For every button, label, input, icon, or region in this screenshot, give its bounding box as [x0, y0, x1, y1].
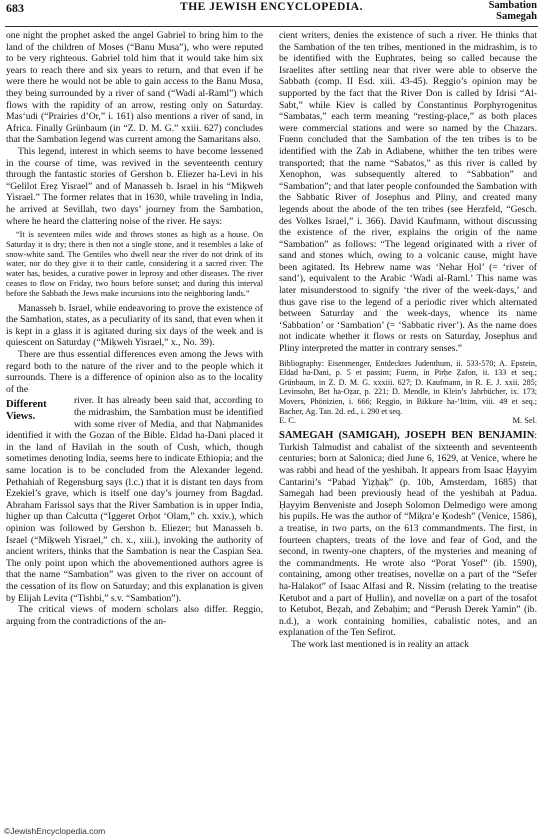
- entry-heading: SAMEGAH (SAMIGAH), JOSEPH BEN BENJAMIN: [279, 430, 535, 442]
- running-title: THE JEWISH ENCYCLOPEDIA.: [180, 1, 363, 13]
- left-paragraph-3: Manasseh b. Israel, while endeavoring to prove the existence of the Sambation, states, as a peculiarity of its sand, that even when it is kept in a glass it is agitated during six days of the week and is quiescent on Saturday (“Miḳweh Yisrael,” x., No. 39).: [6, 302, 263, 349]
- left-paragraph-6: The critical views of modern scholars also differ. Reggio, arguing from the contradictions of the an-: [6, 604, 263, 627]
- right-paragraph-last: The work last mentioned is in reality an attack: [291, 638, 469, 650]
- right-column: [279, 30, 537, 830]
- left-column: [6, 30, 263, 830]
- side-heading: Different Views.: [6, 399, 47, 423]
- signature-line: [279, 416, 537, 426]
- left-paragraph-4: There are thus essential differences even among the Jews with regard both to the nature of the river and to the people which it surrounds. There is a difference of opinion also as to the locality of the: [6, 349, 263, 395]
- signature-initials-left: E. C.: [279, 416, 296, 426]
- right-paragraph-1: cient writers, denies the existence of such a river. He thinks that the Sambation of the ten tribes, mentioned in the midrashim, is to be identified with the Euphrates, being so called because the Israelites after settling near that river were able to observe the Sabbath (comp. II Esd. xiii. 43-45). Reggio’s opinion may be supported by the fact that the River Don is called by Idrisi “Al-Sabt,” while Kiev is called by Constantinus Porphyrogenitus “Sambatas,” each term meaning “resting-place,” as both places were commercial stations and were so named by the Chazars. Fuenn concluded that the Sambation of the ten tribes is to be identified with the Zab in Adiabene, whither the ten tribes were transported; that the name “Sabatos,” as this river is called by Xenophon, was subsequently altered to “Sabbation” and “Sambation”; and that later people confounded the Sambation with the Sabbatic River of Josephus and Pliny, and created many legends about the abode of the ten tribes (see Herzfeld, “Gesch. des Volkes Israel,” i. 366). David Kaufmann, without discussing the existence of the river, explains the origin of the name “Sambation” as follows: “The legend originated with a river of sand and stones which, owing to a volcanic cause, might have been agitated. Its Hebrew name was ‘Nehar Ḥol’ (= ‘river of sand’), equivalent to the Arabic ‘Wadi al-Raml.’ This name was later misunderstood to signify ‘the river of the week-days,’ and thus gave rise to the legend of a periodic river which alternated between Saturday and the week-days, whence its name ‘Sabbation’ or ‘Sambation’ (= ‘Sabbatic river’). As the name does not indicate whether it flows or rests on Saturday, Josephus and Pliny interpreted the matter in contrary senses.”: [279, 30, 537, 355]
- left-paragraph-1: one night the prophet asked the angel Gabriel to bring him to the land of the children of Moses (“Banu Musa”), who were reputed to be very righteous. Gabriel told him that it would take him six years to reach there and six years to return, and that even if he were there he would not be able to gain access to the Banu Musa, they being surrounded by a river of sand (“Wadi al-Raml”) which flows with the rapidity of an arrow, resting only on Saturday. Mas‘udi (“Prairies d’Or,” i. 161) also mentions a river of sand, in Africa. Finally Grünbaum (in “Z. D. M. G.” xxiii. 627) concludes that the Sambation legend was current among the Samaritans also.: [6, 30, 263, 146]
- header-rule: [5, 26, 538, 27]
- left-paragraph-5: river. It has already been said that, according to the midrashim, the Sambation must be identified with some river of Media, and that Naḥmanides identified it with the Gozan of the Bible. Eldad ha-Dani placed it in the land of Havilah in the south of Cush, which, though sometimes denoting India, seems here to indicate Ethiopia; and the same location is to be concluded from the Alexander legend. Pethahiah of Regensburg says (l.c.) that it is distant ten days from Ezekiel’s grave, which is itself one day’s journey from Bagdad. Abraham Farissol says that the River Sambation is in upper India, higher up than Calcutta (“Iggeret Orḥot ‘Olam,” ch. xxiv.), which opinion was followed by Gershon b. Eliezer; but Manasseh b. Israel (“Miḳweh Yisrael,” ch. x., xiii.), invoking the authority of ancient writers, thinks that the Sambation is near the Caspian Sea. The only point upon which the abovementioned authors agree is that the name “Sambation” was given to the river on account of the cessation of its flow on Saturday; and this explanation is given by Elijah Levita (“Tishbi,” s.v. “Sambation”).: [6, 395, 263, 604]
- entry-samegah: [279, 430, 537, 639]
- page-number: 683: [6, 1, 24, 15]
- entry-text: : Turkish Talmudist and cabalist of the sixteenth and seventeenth centuries; born at Salonica; died June 6, 1629, at Venice, where he was rabbi and head of the yeshibah. It appears from Isaac Ḥayyim Cantarini’s “Paḥad Yiẓḥaḳ” (p. 10b, Amsterdam, 1685) that Samegah had been previously head of the yeshibah at Padua. Ḥayyim Benveniste and Joseph Solomon Delmedigo were among his pupils. He was the author of “Miḳra’e Ḳodesh” (Venice, 1586), a treatise, in two parts, on the 613 commandments. The first, in fourteen chapters, treats of the love and fear of God, and the second, in twenty-one chapters, of the mysteries and meaning of the commandments. He wrote also “Porat Yosef” (ib. 1590), containing, among other treatises, novellæ on a part of the “Sefer ha-Halakot” of Isaac Alfasi and R. Nissim (relating to the treatise Ketubot and a part of Ḥullin), and novellæ on a part of the tosafot to Ketubot, Beẓah, and Zebaḥim; and “Perush Derek Yamin” (ib. n.d.), a work containing homilies, cabalistic notes, and an explanation of the Ten Sefirot.: [279, 430, 537, 639]
- left-paragraph-2: This legend, interest in which seems to have become lessened in the course of time, was revived in the seventeenth century through the fantastic stories of Gershon b. Eliezer ha-Levi in his “Gelilot Ereẓ Yisrael” and of Manasseh b. Israel in his “Miḳweh Yisrael.” The former relates that in 1630, while traveling in India, he arrived at Sevillah, two days’ journey from the Sambation, where he heard the clattering noise of the river. He says:: [6, 145, 263, 227]
- guide-words: [489, 0, 537, 22]
- watermark: ©JewishEncyclopedia.com: [4, 826, 106, 836]
- block-quote: “It is seventeen miles wide and throws stones as high as a house. On Saturday it is dry; there is then not a single stone, and it resembles a lake of snow-white sand. The Gentiles who dwell near the river do not drink of its water, nor do they give it to their cattle, considering it a sacred river. The water has, besides, a curative power in leprosy and other diseases. The river ceases to flow on Friday, two hours before sunset; and during this interval before the Sabbath the Jews make incursions into the neighboring lands.”: [6, 230, 263, 298]
- guide-word-last: Samegah: [496, 11, 537, 22]
- guide-word-first: Sambation: [488, 0, 537, 11]
- signature-author: M. Sel.: [512, 416, 537, 426]
- bibliography: Bibliography: Eisenmenger, Entdecktes Judenthum, ii. 533-570; A. Epstein, Eldad ha-Dani, p. 5 et passim; Fuenn, in Pirḥe Ẓafon, ii. 133 et seq.; Grünbaum, in Z. D. M. G. xxxiii. 627; D. Kaufmann, in R. E. J. xxii. 285; Levinsohn, Bet ha-Oẓar, p. 221; D. Mendle, in Klein’s Jahrbücher, ix. 173; Movers, Phönizien, i. 666; Reggio, in Bikkure ha-‘Ittim, viii. 49 et seq.; Bacher, Ag. Tan. 2d. ed., i. 290 et seq.: [279, 358, 537, 416]
- page-header: [0, 0, 543, 28]
